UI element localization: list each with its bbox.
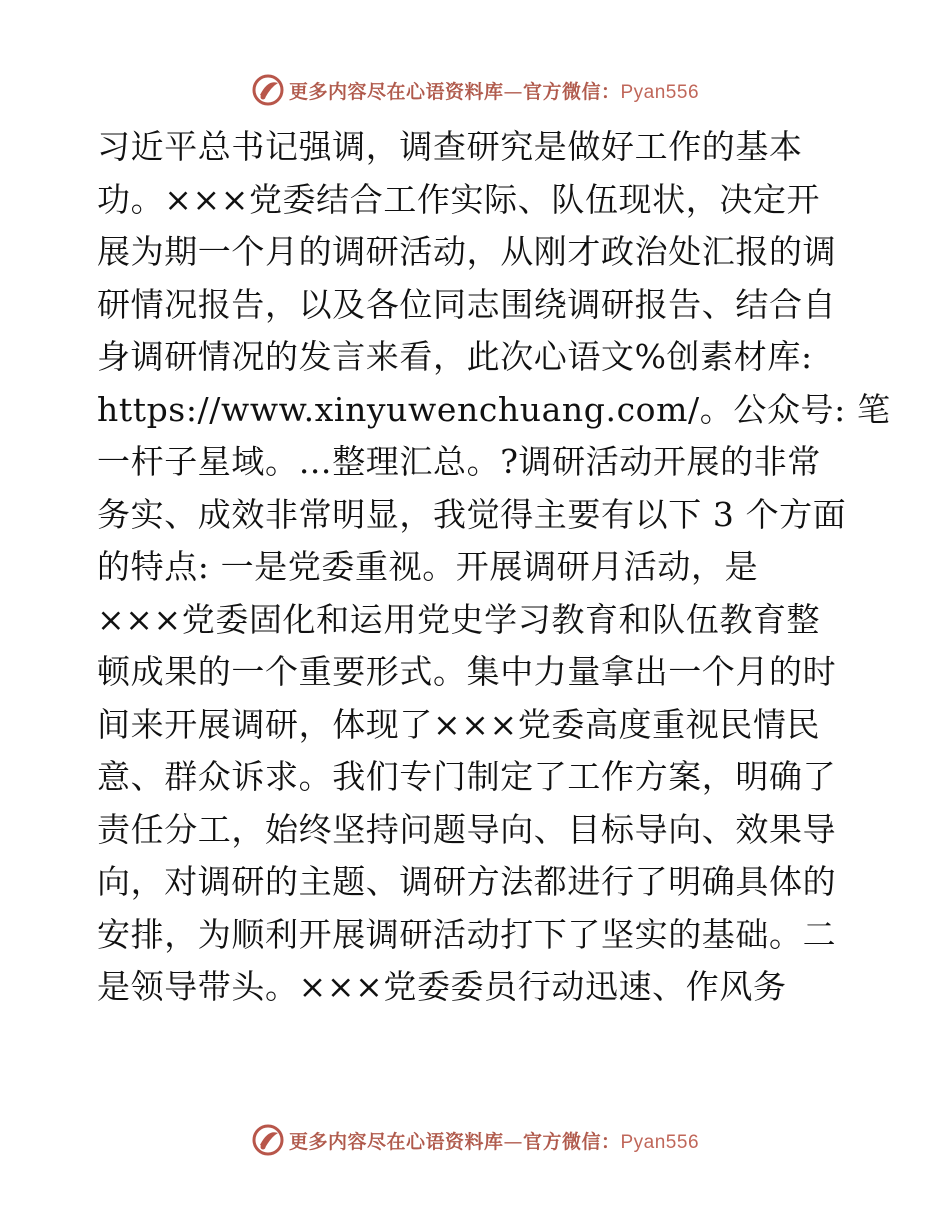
body-line: 是领导带头。×××党委委员行动迅速、作风务: [97, 967, 787, 1006]
body-line: 一杆子星域。…整理汇总。?调研活动开展的非常: [97, 442, 821, 481]
header-account: Pyan556: [620, 81, 700, 103]
body-line: 责任分工，始终坚持问题导向、目标导向、效果导: [97, 809, 837, 849]
body-line: 研情况报告，以及各位同志围绕调研报告、结合自: [97, 284, 837, 324]
body-line: 的特点: 一是党委重视。开展调研月活动，是: [97, 547, 759, 586]
footer-account: Pyan556: [620, 1131, 700, 1153]
footer-separator: —: [503, 1130, 523, 1153]
body-line: 顿成果的一个重要形式。集中力量拿出一个月的时: [97, 652, 837, 691]
body-line: 间来开展调研，体现了×××党委高度重视民情民: [97, 704, 821, 744]
header-wechat-label: 官方微信：: [522, 80, 621, 103]
footer-slogan: 更多内容尽在心语资料库: [288, 1130, 504, 1153]
body-line: 身调研情况的发言来看，此次心语文%创素材库:: [97, 337, 813, 376]
header-text: [289, 77, 699, 104]
body-line: 展为期一个月的调研活动，从刚才政治处汇报的调: [97, 232, 837, 271]
body-line: 习近平总书记强调，调查研究是做好工作的基本: [97, 127, 803, 166]
body-line: ×××党委固化和运用党史学习教育和队伍教育整: [97, 599, 821, 639]
header-separator: —: [503, 80, 523, 103]
body-line: 安排，为顺利开展调研活动打下了坚实的基础。二: [97, 914, 837, 954]
body-line: 意、群众诉求。我们专门制定了工作方案，明确了: [97, 757, 837, 796]
header-banner: [0, 70, 950, 110]
document-body: [97, 121, 891, 1014]
footer-wechat-label: 官方微信：: [522, 1130, 621, 1153]
body-line: https://www.xinyuwenchuang.com/。公众号: 笔: [97, 389, 891, 429]
body-line: 向，对调研的主题、调研方法都进行了明确具体的: [97, 862, 837, 901]
logo-icon: [251, 1123, 285, 1157]
body-line: 功。×××党委结合工作实际、队伍现状，决定开: [97, 179, 821, 219]
logo-icon: [251, 73, 285, 107]
body-line: 务实、成效非常明显，我觉得主要有以下 3 个方面: [97, 494, 847, 534]
footer-text: [289, 1127, 699, 1154]
header-slogan: 更多内容尽在心语资料库: [288, 80, 504, 103]
footer-banner: [0, 1120, 950, 1160]
